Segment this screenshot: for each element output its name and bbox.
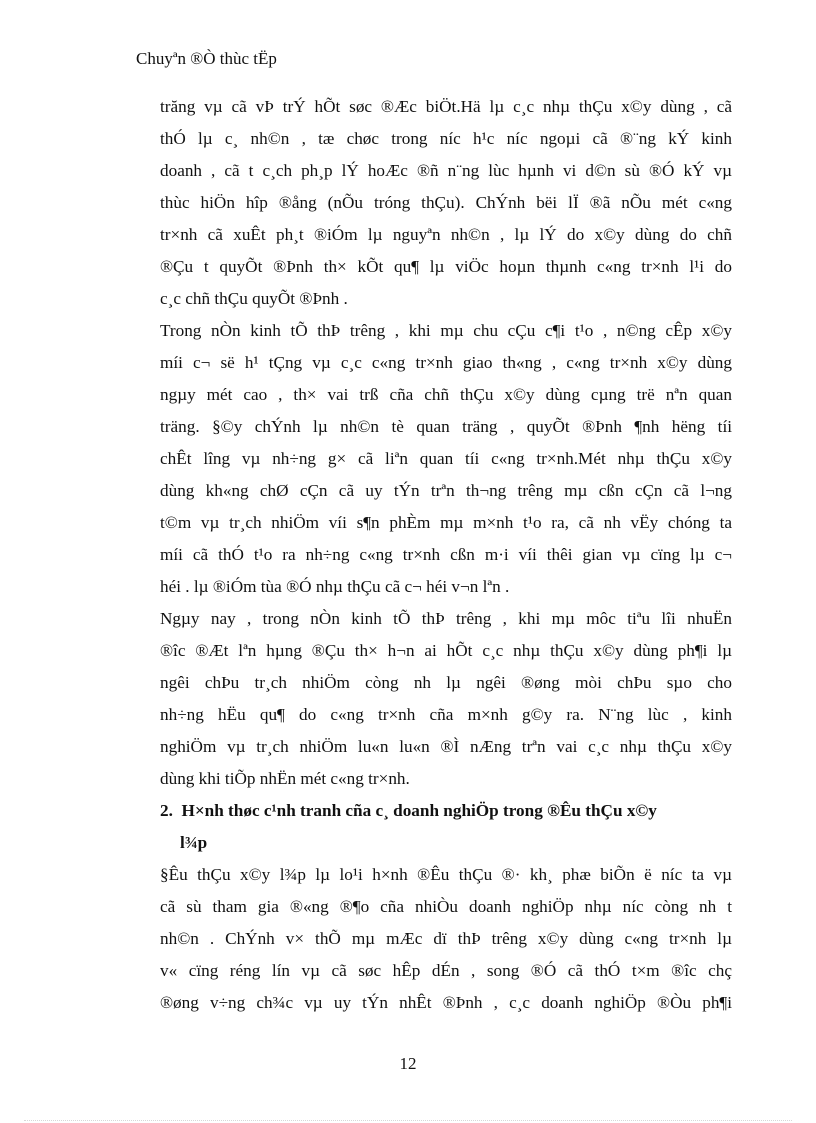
text-line: ®îc ®Æt lªn hµng ®Çu th× h¬n ai hÕt c¸c nhµ thÇu x©y dùng ph¶i lµ (160, 641, 732, 660)
section-title: H×nh thøc c¹nh tranh cña c¸ doanh nghiÖp trong ®Êu thÇu x©y (181, 801, 657, 820)
text-line: héi . lµ ®iÓm tùa ®Ó nhµ thÇu cã c¬ héi v¬n lªn . (160, 577, 510, 596)
text-line: tr×nh cã xuÊt ph¸t ®iÓm lµ nguyªn nh©n , lµ lÝ do x©y dùng do chñ (160, 225, 732, 244)
text-line: trăng vµ cã vÞ trÝ hÕt søc ®Æc biÖt.Hä lµ c¸c nhµ thÇu x©y dùng , cã (160, 97, 732, 116)
text-line: ®øng v÷ng ch¾c vµ uy tÝn nhÊt ®Þnh , c¸c doanh nghiÖp ®Òu ph¶i (160, 993, 732, 1012)
text-line: míi c¬ së h¹ tÇng vµ c¸c c«ng tr×nh giao th«ng , c«ng tr×nh x©y dùng (160, 353, 732, 372)
paragraph-3 (160, 603, 732, 795)
text-line: ngêi chÞu tr¸ch nhiÖm còng nh lµ ngêi ®øng mòi chÞu sµo cho (160, 673, 732, 692)
section-number: 2. (160, 801, 173, 820)
text-line: ®Çu t quyÕt ®Þnh th× kÕt qu¶ lµ viÖc hoµn thµnh c«ng tr×nh l¹i do (160, 257, 732, 276)
text-line: c¸c chñ thÇu quyÕt ®Þnh . (160, 289, 348, 308)
text-line: §Êu thÇu x©y l¾p lµ lo¹i h×nh ®Êu thÇu ®· kh¸ phæ biÕn ë níc ta vµ (160, 865, 732, 884)
body-text (160, 91, 732, 1019)
running-header: Chuyªn ®Ò thùc tËp (136, 49, 277, 68)
paragraph-1 (160, 91, 732, 315)
text-line: Trong nÒn kinh tÕ thÞ trêng , khi mµ chu cÇu c¶i t¹o , n©ng cÊp x©y (160, 321, 732, 340)
section-heading-line: l¾p (180, 833, 208, 852)
text-line: doanh , cã t c¸ch ph¸p lÝ hoÆc ®ñ n¨ng lùc hµnh vi d©n sù ®Ó kÝ vµ (160, 161, 732, 180)
text-line: míi cã thÓ t¹o ra nh÷ng c«ng tr×nh cßn m·i víi thêi gian vµ cïng lµ c¬ (160, 545, 732, 564)
text-line: träng. §©y chÝnh lµ nh©n tè quan träng , quyÕt ®Þnh ¶nh hëng tíi (160, 417, 732, 436)
paragraph-2 (160, 315, 732, 603)
text-line: dùng kh«ng chØ cÇn cã uy tÝn trªn th¬ng trêng mµ cßn cÇn cã l¬ng (160, 481, 732, 500)
page-number: 12 (399, 1054, 417, 1073)
text-line: ngµy mét cao , th× vai trß cña chñ thÇu x©y dùng cµng trë nªn quan (160, 385, 732, 404)
text-line: nghiÖm vµ tr¸ch nhiÖm lu«n lu«n ®Ì nÆng trªn vai c¸c nhµ thÇu x©y (160, 737, 732, 756)
text-line: v« cïng réng lín vµ cã søc hÊp dÉn , song ®Ó cã thÓ t×m ®îc chç (160, 961, 732, 980)
text-line: cã sù tham gia ®«ng ®¶o cña nhiÒu doanh nghiÖp nhµ níc còng nh t (160, 897, 732, 916)
text-line: thÓ lµ c¸ nh©n , tæ chøc trong níc h¹c níc ngoµi cã ®¨ng kÝ kinh (160, 129, 732, 148)
text-line: dùng khi tiÕp nhËn mét c«ng tr×nh. (160, 769, 410, 788)
section-paragraph (160, 859, 732, 1019)
text-line: thùc hiÖn hîp ®ång (nÕu tróng thÇu). ChÝnh bëi lÏ ®ã nÕu mét c«ng (160, 193, 732, 212)
footer-divider (24, 1120, 792, 1121)
section-heading-line (160, 795, 732, 827)
text-line: chÊt lîng vµ nh÷ng g× cã liªn quan tíi c«ng tr×nh.Mét nhµ thÇu x©y (160, 449, 732, 468)
text-line: nh÷ng hËu qu¶ do c«ng tr×nh cña m×nh g©y ra. N¨ng lùc , kinh (160, 705, 732, 724)
section-heading (160, 795, 732, 859)
text-line: Ngµy nay , trong nÒn kinh tÕ thÞ trêng , khi mµ môc tiªu lîi nhuËn (160, 609, 732, 628)
text-line: t©m vµ tr¸ch nhiÖm víi s¶n phÈm mµ m×nh t¹o ra, cã nh vËy chóng ta (160, 513, 732, 532)
text-line: nh©n . ChÝnh v× thÕ mµ mÆc dï thÞ trêng x©y dùng c«ng tr×nh lµ (160, 929, 732, 948)
